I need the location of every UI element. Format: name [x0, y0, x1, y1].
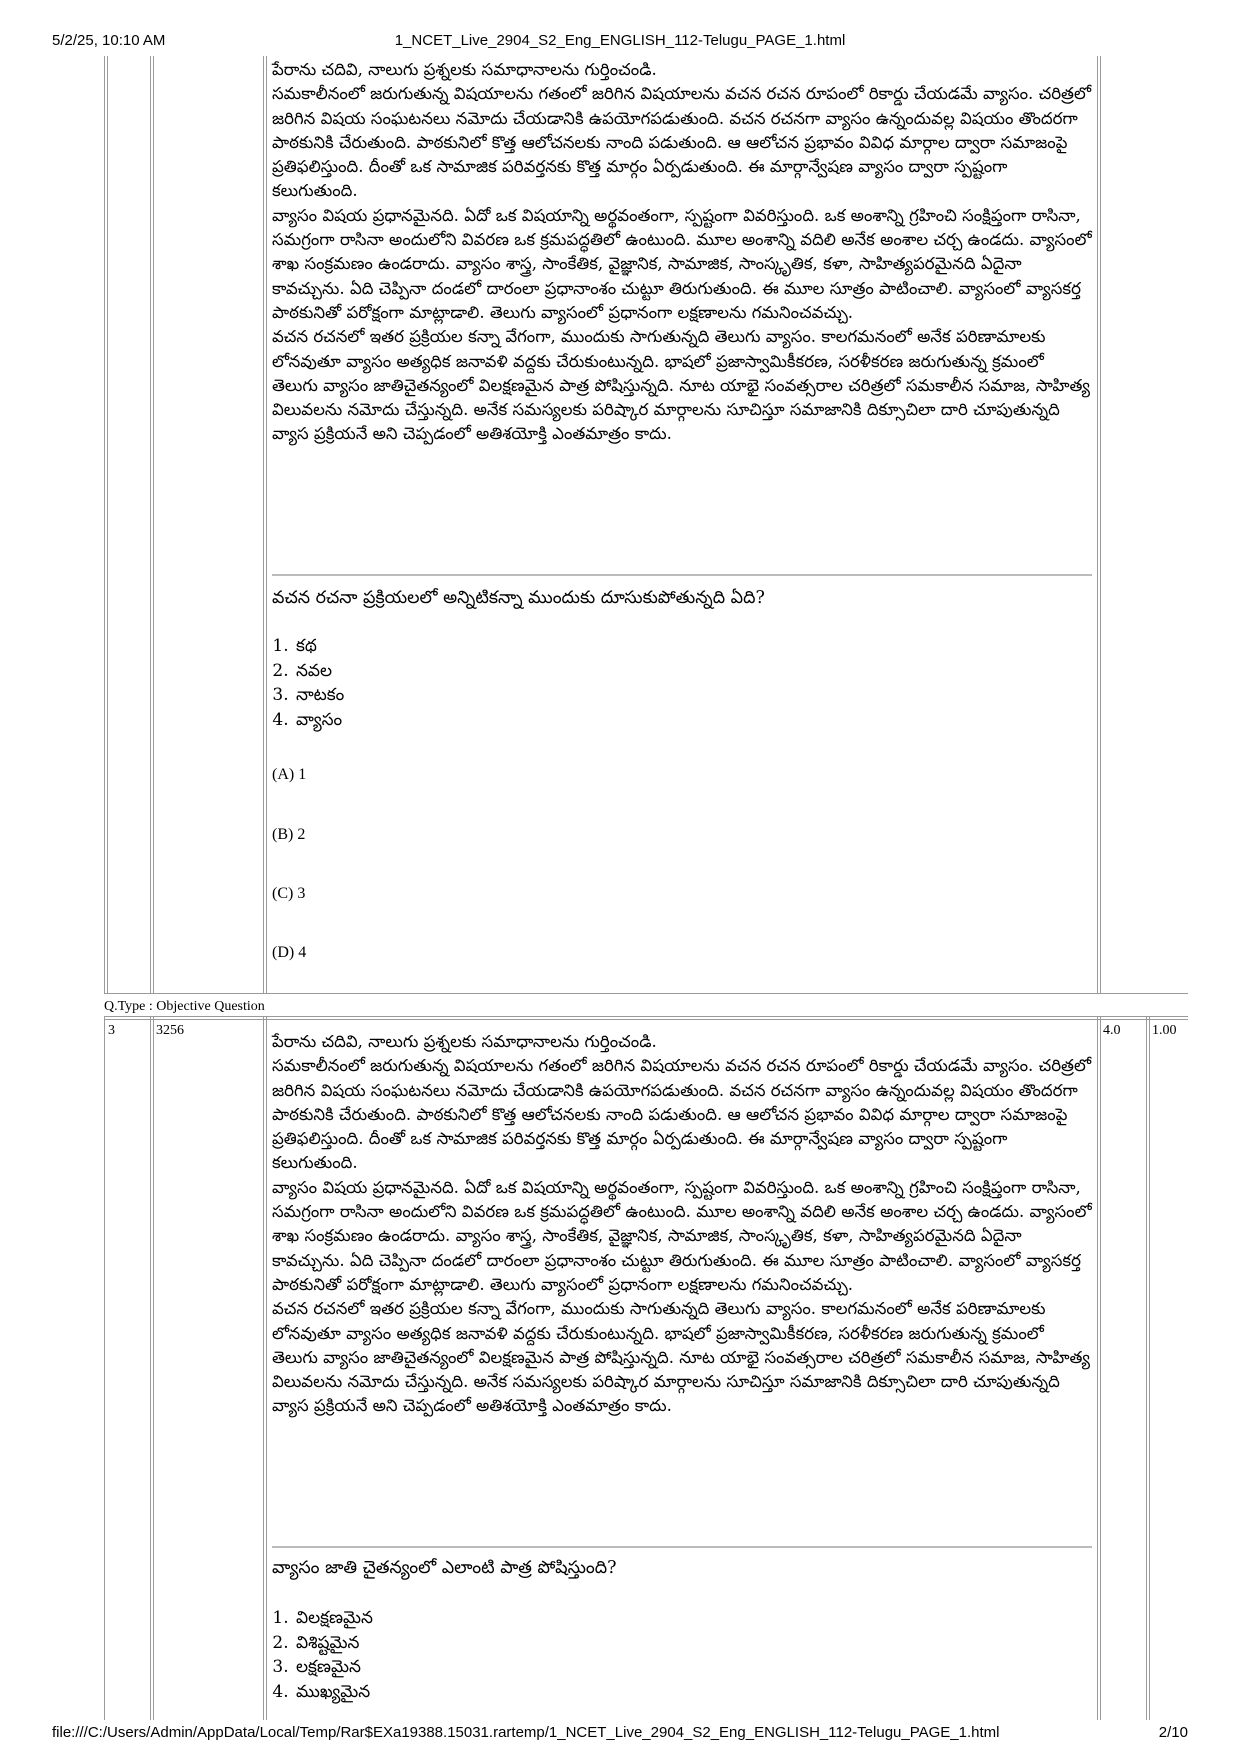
table-border: [104, 56, 105, 994]
q2-passage: [272, 58, 1092, 447]
q3-negative-marks: 1.00: [1152, 1023, 1177, 1038]
page-number: 2/10: [1158, 1724, 1188, 1741]
answer-choice-d: (D) 4: [272, 944, 307, 961]
q3-marks: 4.0: [1103, 1023, 1121, 1038]
option-item: 1. కథ: [294, 634, 344, 659]
answer-choice-a: (A) 1: [272, 766, 307, 783]
q3-options: [272, 1606, 373, 1704]
table-border: [1100, 56, 1101, 994]
question-type-label: Q.Type : Objective Question: [104, 999, 265, 1014]
table-border: [1146, 1016, 1147, 1720]
print-title: 1_NCET_Live_2904_S2_Eng_ENGLISH_112-Telugu_PAGE_1.html: [394, 32, 846, 49]
option-item: 1. విలక్షణమైన: [294, 1606, 373, 1631]
q3-id: 3256: [156, 1023, 184, 1038]
table-border: [150, 1016, 151, 1720]
passage-separator: [272, 1546, 1092, 1548]
print-footer: [52, 1722, 1188, 1746]
table-border: [263, 1016, 264, 1720]
table-border: [104, 1016, 105, 1720]
q3-question: వ్యాసం జాతి చైతన్యంలో ఎలాంటి పాత్ర పోషిస్తుంది?: [272, 1558, 617, 1578]
option-item: 4. వ్యాసం: [294, 708, 344, 733]
q3-passage: [272, 1030, 1092, 1419]
passage-separator: [272, 574, 1092, 576]
table-border: [1149, 1016, 1150, 1720]
passage-paragraph: వచన రచనలో ఇతర ప్రక్రియల కన్నా వేగంగా, ముందుకు సాగుతున్నది తెలుగు వ్యాసం. కాలగమనంలో అనేక పరిణామాలకు లోనవుతూ వ్యాసం అత్యధిక జనావళి వద్దకు చేరుకుంటున్నది. భాషలో ప్రజాస్వామికీకరణ, సరళీకరణ జరుగుతున్న క్రమంలో తెలుగు వ్యాసం జాతిచైతన్యంలో విలక్షణమైన పాత్ర పోషిస్తున్నది. నూట యాభై సంవత్సరాల చరిత్రలో సమకాలీన సమాజ, సాహిత్య విలువలను నమోదు చేస్తున్నది. అనేక సమస్యలకు పరిష్కార మార్గాలను సూచిస్తూ సమాజానికి దిక్సూచిలా దారి చూపుతున్నది వ్యాస ప్రక్రియనే అని చెప్పడంలో అతిశయోక్తి ఎంతమాత్రం కాదు.: [272, 327, 1090, 444]
option-item: 3. నాటకం: [294, 683, 344, 708]
option-item: 3. లక్షణమైన: [294, 1655, 373, 1680]
file-path: file:///C:/Users/Admin/AppData/Local/Temp/Rar$EXa19388.15031.rartemp/1_NCET_Live_2904_S2_Eng_ENGLISH_112-Telugu_PAGE_1.html: [52, 1724, 1000, 1741]
passage-paragraph: వ్యాసం విషయ ప్రధానమైనది. ఏదో ఒక విషయాన్ని అర్థవంతంగా, స్పష్టంగా వివరిస్తుంది. ఒక అంశాన్ని గ్రహించి సంక్షిప్తంగా రాసినా, సమగ్రంగా రాసినా అందులోని వివరణ ఒక క్రమపద్ధతిలో ఉంటుంది. మూల అంశాన్ని వదిలి అనేక అంశాల చర్చ ఉండదు. వ్యాసంలో శాఖ సంక్రమణం ఉండరాదు. వ్యాసం శాస్త్ర, సాంకేతిక, వైజ్ఞానిక, సామాజిక, సాంస్కృతిక, కళా, సాహిత్యపరమైనది ఏదైనా కావచ్చును. ఏది చెప్పినా దండలో దారంలా ప్రధానాంశం చుట్టూ తిరుగుతుంది. ఈ మూల సూత్రం పాటించాలి. వ్యాసంలో వ్యాసకర్త పాఠకునితో పరోక్షంగా మాట్లాడాలి. తెలుగు వ్యాసంలో ప్రధానంగా లక్షణాలను గమనించవచ్చు.: [272, 205, 1092, 322]
passage-paragraph: సమకాలీనంలో జరుగుతున్న విషయాలను గతంలో జరిగిన విషయాలను వచన రచన రూపంలో రికార్డు చేయడమే వ్యాసం. చరిత్రలో జరిగిన విషయ సంఘటనలు నమోదు చేయడానికి ఉపయోగపడుతుంది. వచన రచనగా వ్యాసం ఉన్నందువల్ల విషయం తొందరగా పాఠకునికి చేరుతుంది. పాఠకునిలో కొత్త ఆలోచనలకు నాంది పడుతుంది. ఆ ఆలోచన ప్రభావం వివిధ మార్గాల ద్వారా సమాజంపై ప్రతిఫలిస్తుంది. దీంతో ఒక సామాజిక పరివర్తనకు కొత్త మార్గం ఏర్పడుతుంది. ఈ మార్గాన్వేషణ వ్యాసం ద్వారా స్పష్టంగా కలుగుతుంది.: [272, 84, 1092, 201]
table-border: [150, 56, 151, 994]
table-border: [266, 56, 267, 994]
option-item: 4. ముఖ్యమైన: [294, 1680, 373, 1705]
table-border: [153, 1016, 154, 1720]
passage-paragraph: వచన రచనలో ఇతర ప్రక్రియల కన్నా వేగంగా, ముందుకు సాగుతున్నది తెలుగు వ్యాసం. కాలగమనంలో అనేక పరిణామాలకు లోనవుతూ వ్యాసం అత్యధిక జనావళి వద్దకు చేరుకుంటున్నది. భాషలో ప్రజాస్వామికీకరణ, సరళీకరణ జరుగుతున్న క్రమంలో తెలుగు వ్యాసం జాతిచైతన్యంలో విలక్షణమైన పాత్ర పోషిస్తున్నది. నూట యాభై సంవత్సరాల చరిత్రలో సమకాలీన సమాజ, సాహిత్య విలువలను నమోదు చేస్తున్నది. అనేక సమస్యలకు పరిష్కార మార్గాలను సూచిస్తూ సమాజానికి దిక్సూచిలా దారి చూపుతున్నది వ్యాస ప్రక్రియనే అని చెప్పడంలో అతిశయోక్తి ఎంతమాత్రం కాదు.: [272, 1299, 1090, 1416]
table-border: [107, 56, 108, 994]
passage-paragraph: పేరాను చదివి, నాలుగు ప్రశ్నలకు సమాధానాలను గుర్తించండి.: [272, 60, 657, 79]
table-border: [1097, 1016, 1098, 1720]
q3-number: 3: [108, 1023, 115, 1038]
table-border: [1100, 1016, 1101, 1720]
table-border: [263, 56, 264, 994]
passage-paragraph: వ్యాసం విషయ ప్రధానమైనది. ఏదో ఒక విషయాన్ని అర్థవంతంగా, స్పష్టంగా వివరిస్తుంది. ఒక అంశాన్ని గ్రహించి సంక్షిప్తంగా రాసినా, సమగ్రంగా రాసినా అందులోని వివరణ ఒక క్రమపద్ధతిలో ఉంటుంది. మూల అంశాన్ని వదిలి అనేక అంశాల చర్చ ఉండదు. వ్యాసంలో శాఖ సంక్రమణం ఉండరాదు. వ్యాసం శాస్త్ర, సాంకేతిక, వైజ్ఞానిక, సామాజిక, సాంస్కృతిక, కళా, సాహిత్యపరమైనది ఏదైనా కావచ్చును. ఏది చెప్పినా దండలో దారంలా ప్రధానాంశం చుట్టూ తిరుగుతుంది. ఈ మూల సూత్రం పాటించాలి. వ్యాసంలో వ్యాసకర్త పాఠకునితో పరోక్షంగా మాట్లాడాలి. తెలుగు వ్యాసంలో ప్రధానంగా లక్షణాలను గమనించవచ్చు.: [272, 1177, 1092, 1294]
table-border: [1097, 56, 1098, 994]
passage-paragraph: పేరాను చదివి, నాలుగు ప్రశ్నలకు సమాధానాలను గుర్తించండి.: [272, 1032, 657, 1051]
table-border: [266, 1016, 267, 1720]
answer-choice-c: (C) 3: [272, 885, 306, 902]
option-item: 2. నవల: [294, 659, 344, 684]
table-border: [104, 993, 1188, 994]
option-item: 2. విశిష్టమైన: [294, 1631, 373, 1656]
answer-choice-b: (B) 2: [272, 826, 306, 843]
print-header: [52, 28, 1188, 52]
passage-paragraph: సమకాలీనంలో జరుగుతున్న విషయాలను గతంలో జరిగిన విషయాలను వచన రచన రూపంలో రికార్డు చేయడమే వ్యాసం. చరిత్రలో జరిగిన విషయ సంఘటనలు నమోదు చేయడానికి ఉపయోగపడుతుంది. వచన రచనగా వ్యాసం ఉన్నందువల్ల విషయం తొందరగా పాఠకునికి చేరుతుంది. పాఠకునిలో కొత్త ఆలోచనలకు నాంది పడుతుంది. ఆ ఆలోచన ప్రభావం వివిధ మార్గాల ద్వారా సమాజంపై ప్రతిఫలిస్తుంది. దీంతో ఒక సామాజిక పరివర్తనకు కొత్త మార్గం ఏర్పడుతుంది. ఈ మార్గాన్వేషణ వ్యాసం ద్వారా స్పష్టంగా కలుగుతుంది.: [272, 1056, 1092, 1173]
print-date: 5/2/25, 10:10 AM: [52, 32, 166, 49]
table-border: [153, 56, 154, 994]
q2-question: వచన రచనా ప్రక్రియలలో అన్నిటికన్నా ముందుకు దూసుకుపోతున్నది ఏది?: [272, 588, 765, 608]
q2-options: [272, 634, 344, 732]
